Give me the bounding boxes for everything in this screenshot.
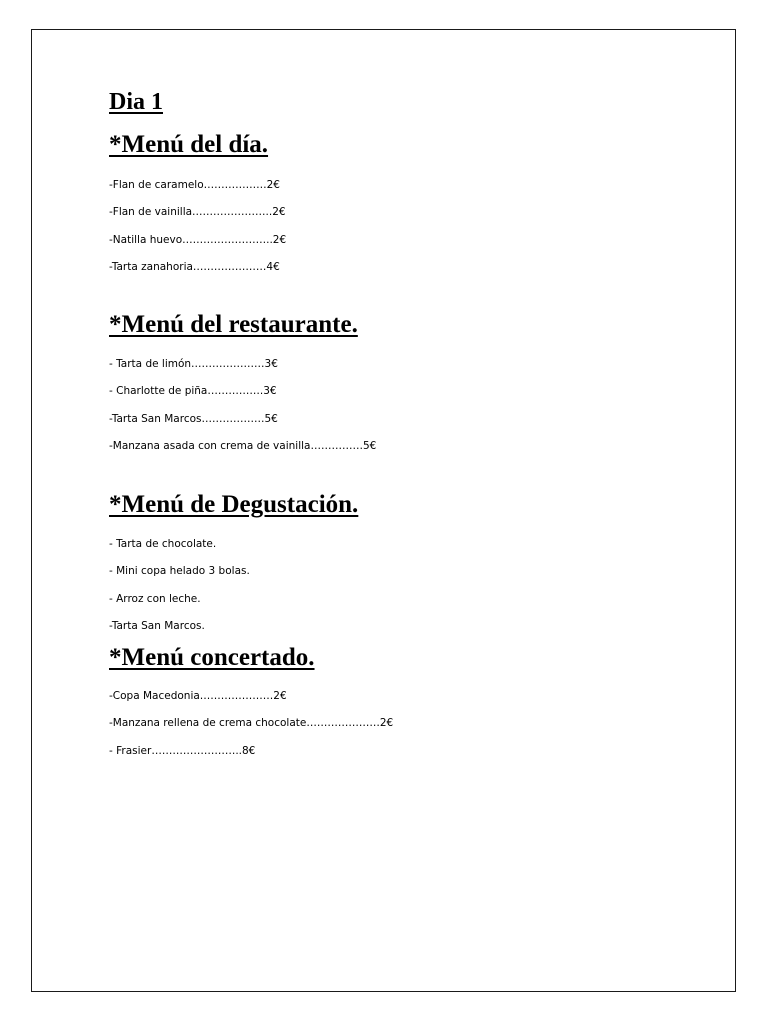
list-item: -Manzana rellena de crema chocolate…………………2€ bbox=[109, 717, 394, 730]
section-title-menu-del-dia: *Menú del día. bbox=[109, 131, 269, 158]
list-item: -Tarta San Marcos………………5€ bbox=[109, 412, 278, 425]
list-item: -Natilla huevo……………………..2€ bbox=[109, 233, 287, 246]
list-item: -Copa Macedonia…………………2€ bbox=[109, 690, 287, 702]
list-item: -Flan de caramelo………………2€ bbox=[109, 179, 280, 191]
list-item: - Mini copa helado 3 bolas. bbox=[109, 565, 250, 578]
list-item: -Flan de vainilla…………………..2€ bbox=[109, 206, 286, 219]
list-item: - Tarta de chocolate. bbox=[109, 538, 217, 550]
menu-del-dia-list bbox=[109, 172, 286, 281]
list-item: - Charlotte de piña…………….3€ bbox=[109, 385, 277, 398]
menu-de-degustacion-list bbox=[109, 531, 250, 640]
list-item: - Tarta de limón…………………3€ bbox=[109, 358, 278, 370]
section-title-menu-de-degustacion: *Menú de Degustación. bbox=[109, 491, 359, 518]
list-item: - Frasier……………………..8€ bbox=[109, 744, 256, 757]
list-item: -Tarta San Marcos. bbox=[109, 619, 205, 632]
list-item: -Manzana asada con crema de vainilla……………5€ bbox=[109, 439, 377, 452]
list-item: -Tarta zanahoria…………………4€ bbox=[109, 260, 280, 273]
menu-del-restaurante-list bbox=[109, 351, 376, 460]
menu-concertado-list bbox=[109, 683, 393, 765]
section-title-menu-del-restaurante: *Menú del restaurante. bbox=[109, 311, 358, 338]
day-title: Dia 1 bbox=[109, 89, 163, 115]
section-title-menu-concertado: *Menú concertado. bbox=[109, 644, 315, 671]
list-item: - Arroz con leche. bbox=[109, 592, 201, 605]
